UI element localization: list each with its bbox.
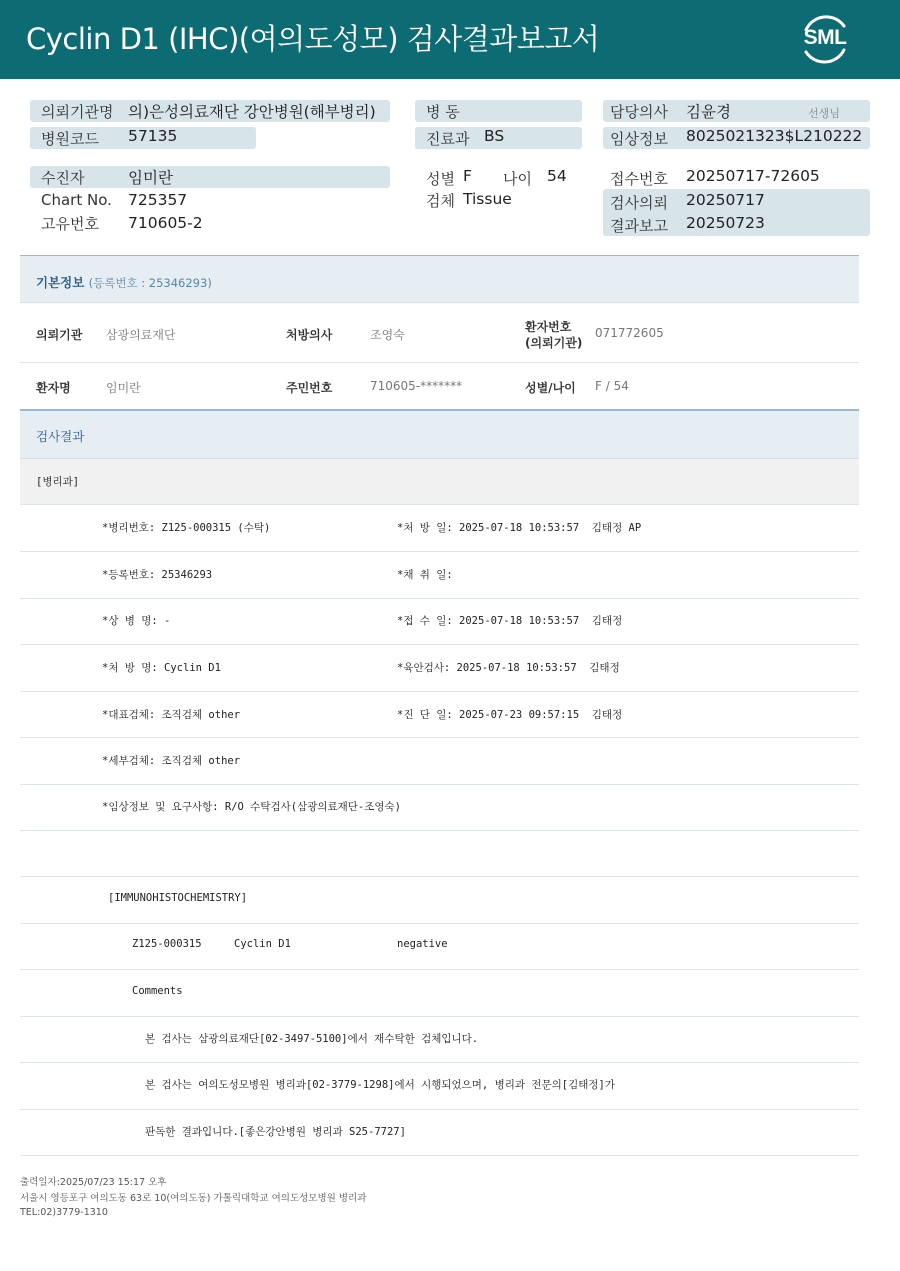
receipt-label: 접수번호 xyxy=(610,170,668,188)
doctor-suffix: 선생님 xyxy=(808,107,840,120)
comments-line xyxy=(20,970,859,1017)
ihc-test: Cyclin D1 xyxy=(234,938,291,950)
doctor-label: 담당의사 xyxy=(610,103,668,121)
field-value: 071772605 xyxy=(595,326,664,340)
result-left: *임상정보 및 요구사항: R/O 수탁검사(삼광의료재단-조영숙) xyxy=(102,801,402,813)
print-date: 출력일자:2025/07/23 15:17 오후 xyxy=(20,1177,167,1188)
comment-text: 본 검사는 여의도성모병원 병리과[02-3779-1298]에서 시행되었으며, 병리과 전문의[김태정]가 xyxy=(145,1079,615,1091)
unique-value: 710605-2 xyxy=(128,214,203,232)
report-value: 20250723 xyxy=(686,214,765,232)
dept-row xyxy=(20,459,859,505)
ward-label: 병 동 xyxy=(426,103,460,121)
registration-number: (등록번호 : 25346293) xyxy=(88,276,212,290)
report-label: 결과보고 xyxy=(610,217,668,235)
results-header xyxy=(20,411,859,459)
request-value: 20250717 xyxy=(686,191,765,209)
basic-info-row xyxy=(20,303,859,363)
result-line xyxy=(20,552,859,599)
result-left: *상 병 명: - xyxy=(102,615,171,627)
ihc-result: negative xyxy=(397,938,448,950)
field-value: 710605-******* xyxy=(370,379,463,393)
result-left: *병리번호: Z125-000315 (수탁) xyxy=(102,522,271,534)
ihc-id: Z125-000315 xyxy=(132,938,202,950)
field-label: 환자명 xyxy=(36,381,71,395)
unique-label: 고유번호 xyxy=(41,215,99,233)
field-label: 성별/나이 xyxy=(525,381,576,395)
field-label: 주민번호 xyxy=(286,381,333,395)
field-value: F / 54 xyxy=(595,379,629,393)
doctor-value: 김윤경 xyxy=(686,103,731,121)
footer-address: 서울시 영등포구 여의도동 63로 10(여의도동) 가톨릭대학교 여의도성모병원 병리과 xyxy=(20,1193,367,1204)
result-right: *처 방 일: 2025-07-18 10:53:57 김태정 AP xyxy=(397,522,642,534)
results-panel xyxy=(20,411,859,459)
ihc-title: [IMMUNOHISTOCHEMISTRY] xyxy=(108,892,248,904)
basic-info-title: 기본정보 xyxy=(36,275,85,290)
comments-label: Comments xyxy=(132,985,183,997)
basic-info-header xyxy=(20,255,859,303)
results-title: 검사결과 xyxy=(36,429,85,444)
age-value: 54 xyxy=(547,167,567,185)
ihc-title-line xyxy=(20,877,859,924)
comment-line xyxy=(20,1110,859,1156)
age-label: 나이 xyxy=(503,170,532,188)
dept-name: [병리과] xyxy=(36,476,80,488)
report-header xyxy=(0,0,900,79)
basic-info-panel xyxy=(20,255,859,411)
blank-line xyxy=(20,831,859,877)
patient-value: 임미란 xyxy=(128,169,173,187)
dept-label: 진료과 xyxy=(426,130,470,148)
result-line xyxy=(20,645,859,692)
comment-line xyxy=(20,1017,859,1063)
result-right: *채 취 일: xyxy=(397,569,453,581)
result-left: *처 방 명: Cyclin D1 xyxy=(102,662,221,674)
sex-label: 성별 xyxy=(426,170,455,188)
field-value: 임미란 xyxy=(106,381,141,395)
chart-label: Chart No. xyxy=(41,191,112,209)
result-line xyxy=(20,692,859,738)
chart-value: 725357 xyxy=(128,191,188,209)
result-right: *접 수 일: 2025-07-18 10:53:57 김태정 xyxy=(397,615,623,627)
field-value: 삼광의료재단 xyxy=(106,328,176,342)
footer-tel: TEL:02)3779-1310 xyxy=(20,1207,108,1218)
clinical-value: 8025021323$L210222 xyxy=(686,127,863,145)
result-right: *진 단 일: 2025-07-23 09:57:15 김태정 xyxy=(397,709,623,721)
field-label: 환자번호 xyxy=(525,320,572,334)
request-org-label: 의뢰기관명 xyxy=(41,103,114,121)
hospital-code-label: 병원코드 xyxy=(41,130,99,148)
result-left: *등록번호: 25346293 xyxy=(102,569,213,581)
specimen-value: Tissue xyxy=(463,190,512,208)
request-org-value: 의)은성의료재단 강안병원(해부병리) xyxy=(128,103,376,121)
field-label-sub: (의뢰기관) xyxy=(525,336,583,350)
result-right: *육안검사: 2025-07-18 10:53:57 김태정 xyxy=(397,662,620,674)
ihc-result-line xyxy=(20,924,859,970)
result-line xyxy=(20,599,859,645)
clinical-label: 임상정보 xyxy=(610,130,668,148)
sml-logo xyxy=(796,12,854,66)
field-label: 의뢰기관 xyxy=(36,328,83,342)
report-title: Cyclin D1 (IHC)(여의도성모) 검사결과보고서 xyxy=(26,22,600,56)
hospital-code-value: 57135 xyxy=(128,127,178,145)
sex-value: F xyxy=(463,167,472,185)
result-left: *세부검체: 조직검체 other xyxy=(102,755,241,767)
specimen-label: 검체 xyxy=(426,192,455,210)
patient-label: 수진자 xyxy=(41,169,85,187)
logo-text: SML xyxy=(803,26,847,49)
dept-value: BS xyxy=(484,127,505,145)
field-label: 처방의사 xyxy=(286,328,333,342)
comment-line xyxy=(20,1063,859,1110)
result-line xyxy=(20,738,859,785)
field-value: 조영숙 xyxy=(370,328,405,342)
result-line xyxy=(20,505,859,552)
comment-text: 판독한 결과입니다.[좋은강안병원 병리과 S25-7727] xyxy=(145,1126,406,1138)
receipt-value: 20250717-72605 xyxy=(686,167,820,185)
result-line xyxy=(20,785,859,831)
basic-info-row xyxy=(20,363,859,411)
comment-text: 본 검사는 삼광의료재단[02-3497-5100]에서 재수탁한 검체입니다. xyxy=(145,1033,479,1045)
result-left: *대표검체: 조직검체 other xyxy=(102,709,241,721)
request-label: 검사의뢰 xyxy=(610,194,668,212)
